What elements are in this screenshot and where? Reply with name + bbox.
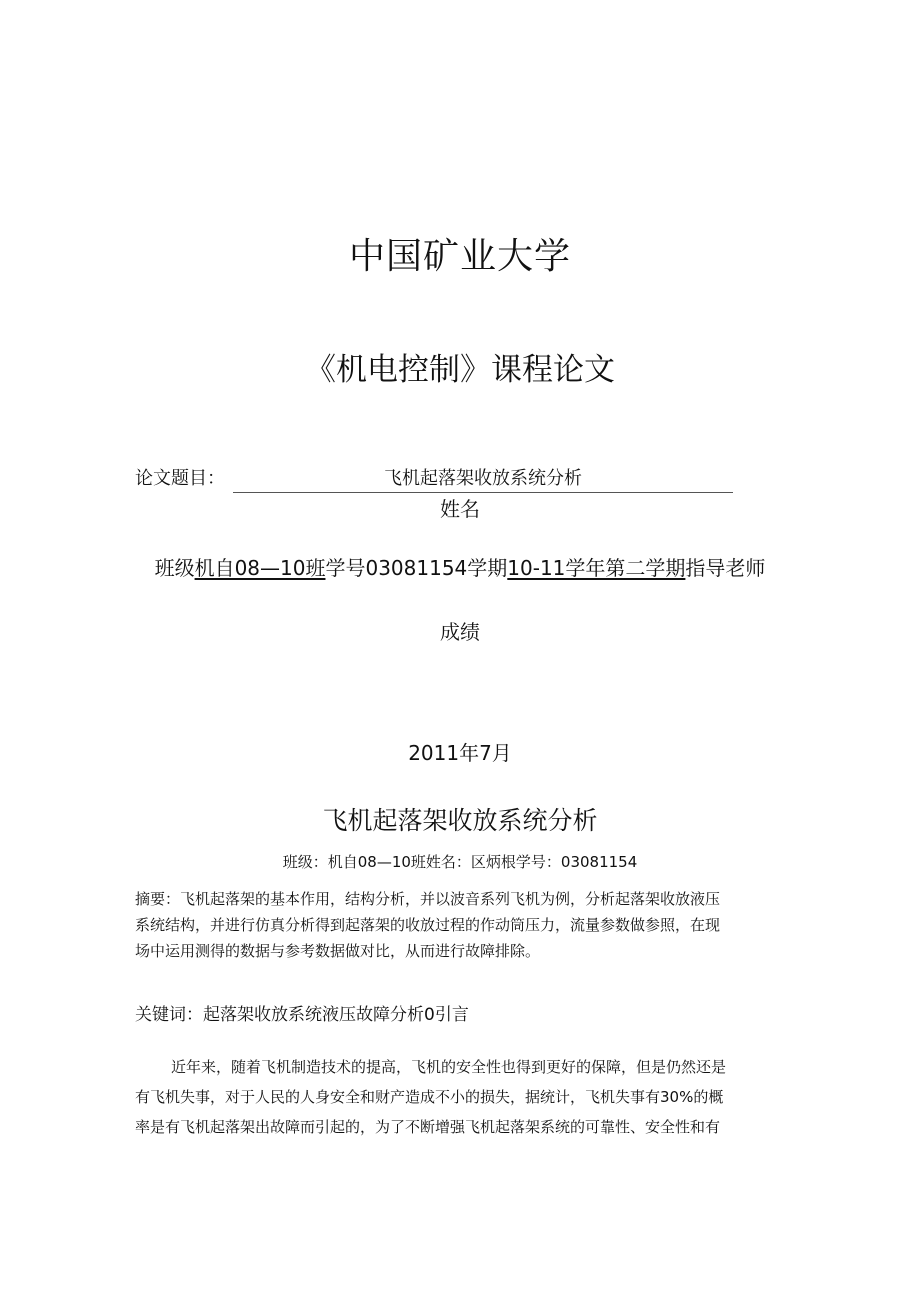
abstract-line: 摘要：飞机起落架的基本作用，结构分析，并以波音系列飞机为例，分析起落架收放液压 — [135, 890, 721, 908]
abstract-line: 场中运用测得的数据与参考数据做对比，从而进行故障排除。 — [135, 942, 541, 960]
name-label: 姓名 — [440, 497, 480, 521]
introduction-paragraph — [135, 1052, 785, 1142]
student-id-label: 学号 — [325, 556, 366, 580]
paper-title: 飞机起落架收放系统分析 — [322, 806, 598, 835]
topic-value: 飞机起落架收放系统分析 — [233, 464, 733, 493]
author-byline: 班级：机自08—10班姓名：区炳根学号：03081154 — [282, 853, 638, 871]
intro-line: 有飞机失事，对于人民的人身安全和财产造成不小的损失，据统计，飞机失事有30%的概 — [135, 1088, 724, 1106]
class-value: 机自08—10班 — [194, 556, 326, 580]
grade-label: 成绩 — [440, 620, 480, 644]
intro-line: 近年来，随着飞机制造技术的提高，飞机的安全性也得到更好的保障，但是仍然还是 — [171, 1058, 727, 1076]
term-label: 学期 — [467, 556, 508, 580]
term-value: 10-11学年第二学期 — [507, 556, 686, 580]
course-title: 《机电控制》课程论文 — [305, 352, 615, 388]
keywords-line: 关键词：起落架收放系统液压故障分析0引言 — [135, 1005, 469, 1025]
student-info-line — [0, 552, 920, 581]
abstract-paragraph — [135, 886, 785, 964]
intro-line: 率是有飞机起落架出故障而引起的，为了不断增强飞机起落架系统的可靠性、安全性和有 — [135, 1118, 721, 1136]
topic-label: 论文题目： — [135, 468, 225, 489]
class-label: 班级 — [154, 556, 195, 580]
submission-date: 2011年7月 — [408, 741, 512, 765]
student-id-value: 03081154 — [365, 556, 468, 580]
advisor-label: 指导老师 — [685, 556, 766, 580]
university-name: 中国矿业大学 — [348, 236, 571, 277]
abstract-line: 系统结构，并进行仿真分析得到起落架的收放过程的作动筒压力，流量参数做参照，在现 — [135, 916, 721, 934]
